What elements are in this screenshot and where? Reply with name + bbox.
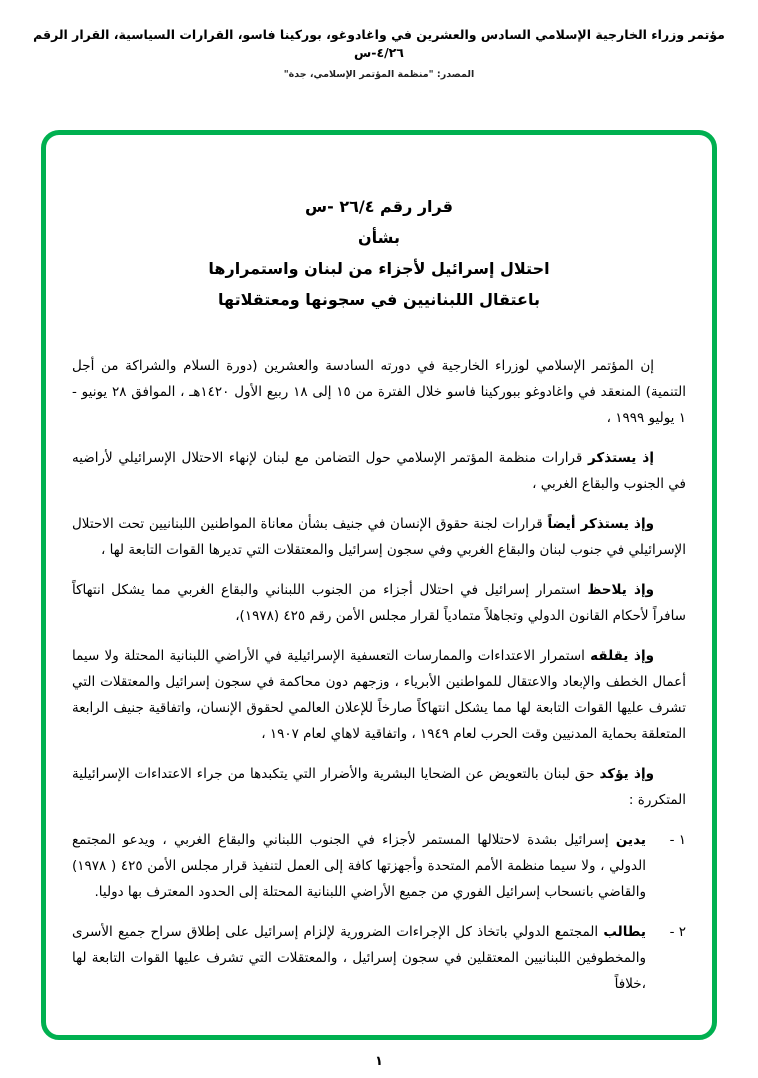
resolution-item-2 bbox=[72, 919, 686, 997]
page-number: ١ bbox=[375, 1054, 383, 1069]
paragraph-text: استمرار إسرائيل في احتلال أجزاء من الجنوب اللبناني والبقاع الغربي مما يشكل انتهاكاً سافراً لأحكام القانون الدولي وتجاهلاً متمادياً لقرار مجلس الأمن رقم ٤٢٥ (١٩٧٨)، bbox=[72, 582, 686, 624]
paragraph-text: حق لبنان بالتعويض عن الضحايا البشرية والأضرار التي يتكبدها من جراء الاعتداءات الإسرائيلية المتكررة : bbox=[72, 766, 686, 808]
noting-paragraph bbox=[72, 577, 686, 629]
header-source-line: المصدر: "منظمة المؤتمر الإسلامي، جدة" bbox=[283, 69, 475, 80]
resolution-number-title: قرار رقم ٢٦/٤ -س bbox=[305, 197, 453, 216]
resolution-subject-line-2: باعتقال اللبنانيين في سجونها ومعتقلاتها bbox=[218, 290, 540, 309]
item-lead: يطالب bbox=[603, 924, 646, 940]
affirming-paragraph bbox=[72, 761, 686, 813]
recalling-also-paragraph bbox=[72, 511, 686, 563]
resolution-title-block bbox=[72, 191, 686, 315]
paragraph-lead: وإذ يلاحظ bbox=[587, 582, 654, 598]
paragraph-text: استمرار الاعتداءات والممارسات التعسفية الإسرائيلية في الأراضي اللبنانية المحتلة ولا سيما أعمال الخطف والإبعاد والاعتقال للمواطنين الأبرياء ، وزجهم دون محاكمة في سجون إسرائيل والمعتقلات التي تشرف عليها القوات التابعة لها مما يشكل انتهاكاً صارخاً للإعلان العالمي لحقوق الإنسان، واتفاقية جنيف الرابعة المتعلقة بحماية المدنيين وقت الحرب لعام ١٩٤٩ ، واتفاقية لاهاي لعام ١٩٠٧ ، bbox=[72, 648, 686, 742]
item-number: ١ - bbox=[669, 832, 686, 848]
resolution-item-1 bbox=[72, 827, 686, 905]
paragraph-text: قرارات لجنة حقوق الإنسان في جنيف بشأن معاناة المواطنين اللبنانيين تحت الاحتلال الإسرائيلي في جنوب لبنان والبقاع الغربي وفي سجون إسرائيل والمعتقلات التي تديرها القوات التابعة لها ، bbox=[72, 516, 686, 558]
item-text bbox=[72, 919, 652, 997]
item-body-text: المجتمع الدولي باتخاذ كل الإجراءات الضرورية لإلزام إسرائيل على إطلاق سراح جميع الأسرى والمخطوفين اللبنانيين المعتقلين في سجون إسرائيل ، والمعتقلات التي تشرف عليها القوات التابعة لها ،خلافاً bbox=[72, 924, 646, 992]
paragraph-text: إن المؤتمر الإسلامي لوزراء الخارجية في دورته السادسة والعشرين (دورة السلام والشراكة من أجل التنمية) المنعقد في واغادوغو ببوركينا فاسو خلال الفترة من ١٥ إلى ١٨ ربيع الأول ١٤٢٠هـ ، الموافق ٢٨ يونيو - ١ يوليو ١٩٩٩ ، bbox=[72, 358, 686, 426]
paragraph-lead: وإذ يقلقه bbox=[590, 648, 654, 664]
preamble-paragraph bbox=[72, 353, 686, 431]
document-header bbox=[0, 0, 758, 80]
paragraph-lead: إذ يستذكر bbox=[588, 450, 654, 466]
header-line-1: مؤتمر وزراء الخارجية الإسلامي السادس والعشرين في واغادوغو، بوركينا فاسو، القرارات السياسية، القرار الرقم ٤/٢٦-س bbox=[33, 27, 725, 60]
item-text bbox=[72, 827, 652, 905]
paragraph-lead: وإذ يستذكر أيضاً bbox=[547, 516, 654, 532]
concerned-paragraph bbox=[72, 643, 686, 747]
item-body-text: إسرائيل بشدة لاحتلالها المستمر لأجزاء في الجنوب اللبناني والبقاع الغربي ، ويدعو المجتمع الدولي ، ولا سيما منظمة الأمم المتحدة وأجهزتها كافة إلى العمل لتنفيذ قرار مجلس الأمن ٤٢٥ ( ١٩٧٨) والقاضي بانسحاب إسرائيل الفوري من جميع الأراضي اللبنانية المحتلة إلى الحدود المعترف بها دوليا. bbox=[72, 832, 646, 900]
recalling-paragraph bbox=[72, 445, 686, 497]
paragraph-text: قرارات منظمة المؤتمر الإسلامي حول التضامن مع لبنان لإنهاء الاحتلال الإسرائيلي لأراضيه في الجنوب والبقاع الغربي ، bbox=[72, 450, 686, 492]
resolution-subject-word: بشأن bbox=[358, 228, 400, 247]
paragraph-lead: وإذ يؤكد bbox=[599, 766, 654, 782]
resolution-subject-line-1: احتلال إسرائيل لأجزاء من لبنان واستمرارها bbox=[208, 259, 550, 278]
resolution-body bbox=[72, 353, 686, 997]
item-lead: يدين bbox=[615, 832, 646, 848]
item-number: ٢ - bbox=[669, 924, 686, 940]
resolution-box bbox=[41, 130, 717, 1040]
